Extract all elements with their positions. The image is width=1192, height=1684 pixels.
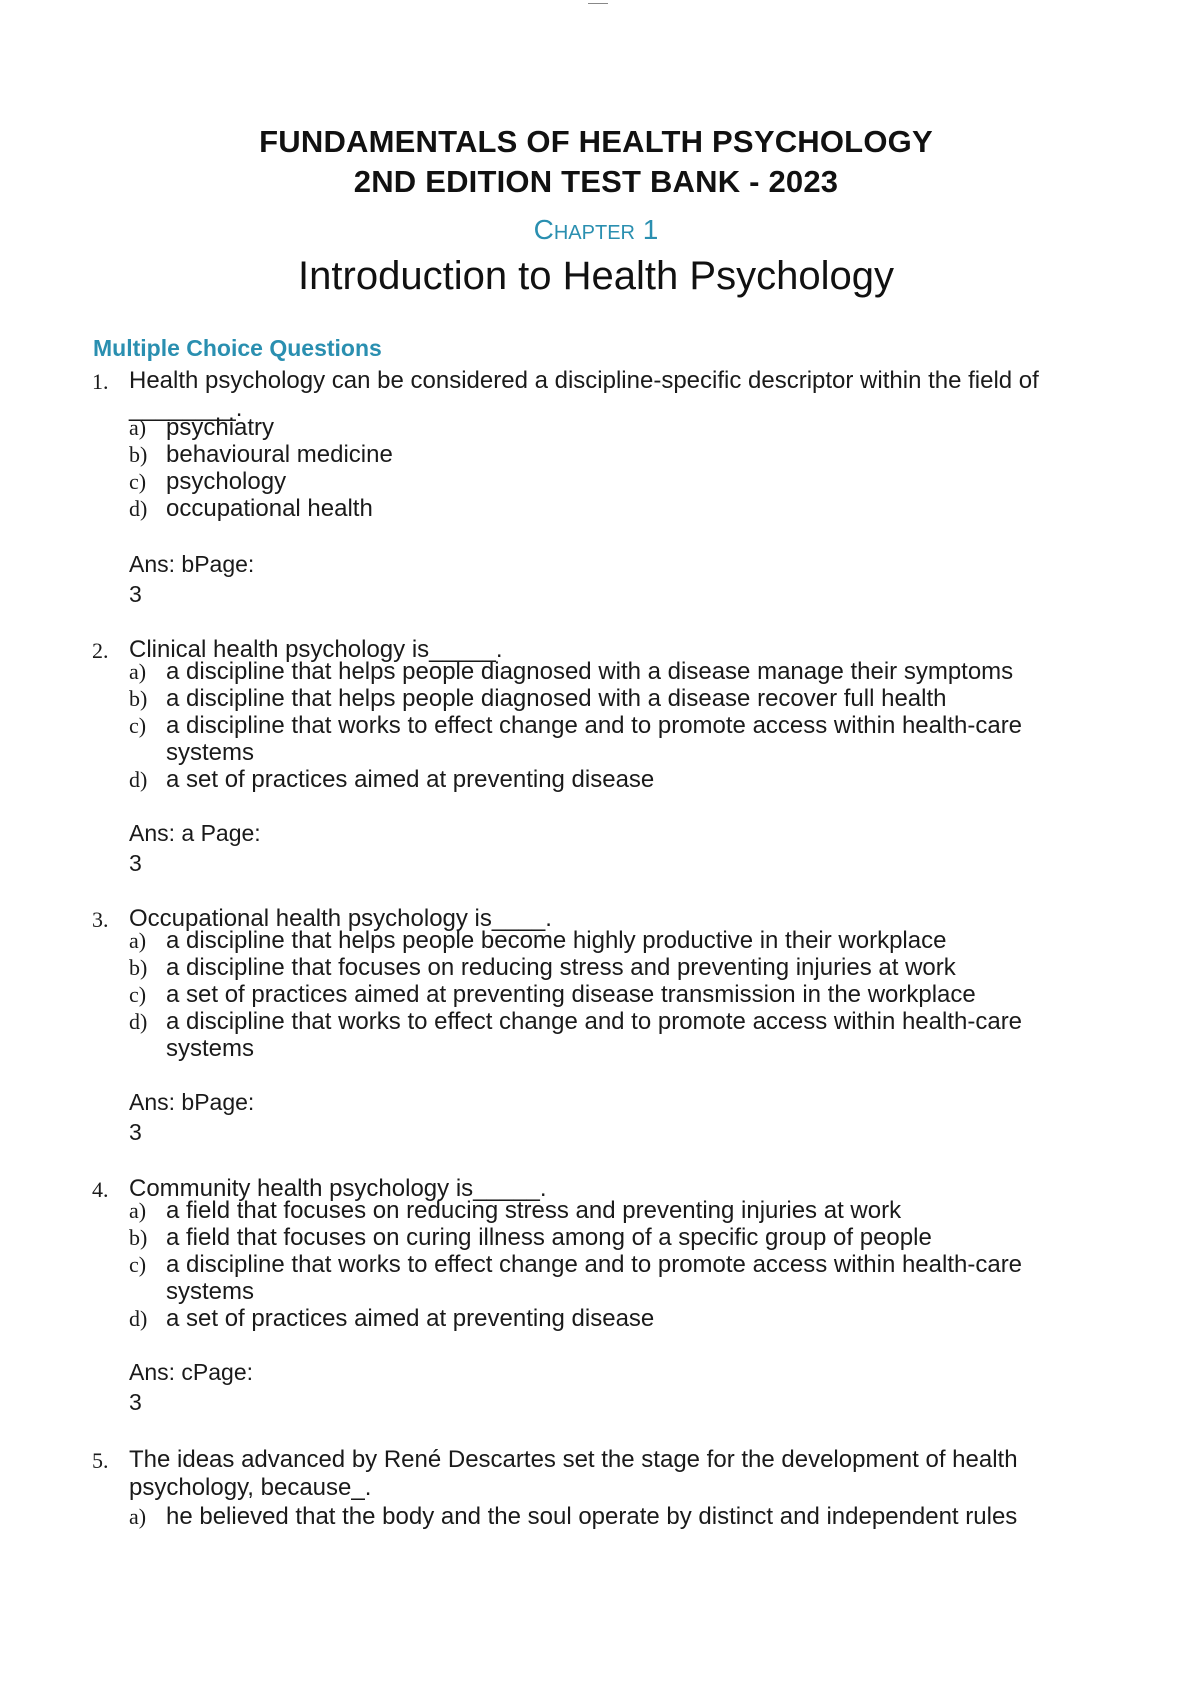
option-text: behavioural medicine: [166, 441, 393, 468]
option-b: [129, 685, 1079, 712]
question-number: 4.: [92, 1177, 109, 1202]
option-letter: a): [129, 928, 147, 953]
option-letter: d): [129, 1306, 148, 1331]
page-top-mark: [588, 0, 608, 4]
option-b: [129, 954, 1079, 981]
option-a: [129, 1503, 1079, 1530]
answer-line: Ans: cPage:: [129, 1359, 254, 1385]
question-stem: Community health psychology is_____.: [129, 1175, 547, 1202]
option-letter: b): [129, 686, 148, 711]
option-text: a discipline that focuses on reducing stress and preventing injuries at work: [166, 954, 956, 981]
option-b: [129, 441, 1079, 468]
option-letter: c): [129, 1252, 147, 1277]
option-text: a discipline that helps people diagnosed with a disease recover full health: [166, 685, 947, 712]
document-title-line-2: 2ND EDITION TEST BANK - 2023: [353, 164, 839, 199]
option-a: [129, 414, 1079, 441]
option-letter: a): [129, 659, 147, 684]
document-title-line-1: FUNDAMENTALS OF HEALTH PSYCHOLOGY: [259, 124, 933, 159]
question-number: 5.: [92, 1448, 109, 1473]
option-text: a discipline that works to effect change and to promote access within health-care systems: [166, 1008, 1023, 1062]
option-letter: b): [129, 1225, 148, 1250]
question-number: 2.: [92, 638, 109, 663]
option-list: [129, 658, 1079, 793]
option-list: [129, 1503, 1079, 1530]
option-text: a discipline that works to effect change and to promote access within health-care systems: [166, 712, 1023, 766]
option-text: a discipline that helps people become highly productive in their workplace: [166, 927, 947, 954]
option-text: a discipline that works to effect change and to promote access within health-care systems: [166, 1251, 1023, 1305]
option-letter: b): [129, 955, 148, 980]
option-letter: c): [129, 469, 147, 494]
option-text: a field that focuses on curing illness among of a specific group of people: [166, 1224, 932, 1251]
chapter-label: Chapter 1: [533, 214, 659, 245]
option-text: a set of practices aimed at preventing disease: [166, 766, 655, 793]
option-letter: a): [129, 415, 147, 440]
answer-line: Ans: bPage:: [129, 1089, 255, 1115]
option-text: a field that focuses on reducing stress and preventing injuries at work: [166, 1197, 902, 1224]
answer-line: Ans: bPage:: [129, 551, 255, 577]
section-heading: Multiple Choice Questions: [93, 335, 382, 361]
option-a: [129, 658, 1079, 685]
option-d: [129, 1305, 1079, 1332]
question-stem: The ideas advanced by René Descartes set the stage for the development of health psychology, because_.: [129, 1446, 1018, 1501]
option-b: [129, 1224, 1079, 1251]
option-c: [129, 1251, 1079, 1305]
option-c: [129, 468, 1079, 495]
option-text: psychology: [166, 468, 287, 495]
option-text: occupational health: [166, 495, 373, 522]
answer-block: [129, 1357, 253, 1417]
answer-line: Ans: a Page:: [129, 820, 261, 846]
option-letter: c): [129, 713, 147, 738]
option-text: a set of practices aimed at preventing disease transmission in the workplace: [166, 981, 976, 1008]
page-line: 3: [129, 581, 142, 607]
question-stem: Occupational health psychology is____.: [129, 905, 552, 932]
option-letter: a): [129, 1198, 147, 1223]
option-letter: a): [129, 1504, 147, 1529]
answer-block: [129, 1087, 254, 1147]
option-letter: d): [129, 767, 148, 792]
page-line: 3: [129, 1119, 142, 1145]
option-a: [129, 927, 1079, 954]
chapter-title: Introduction to Health Psychology: [298, 254, 894, 298]
option-c: [129, 712, 1079, 766]
option-letter: c): [129, 982, 147, 1007]
option-a: [129, 1197, 1079, 1224]
answer-block: [129, 818, 261, 878]
option-text: he believed that the body and the soul operate by distinct and independent rules: [166, 1503, 1018, 1530]
option-d: [129, 1008, 1079, 1062]
page-line: 3: [129, 1389, 142, 1415]
option-c: [129, 981, 1079, 1008]
option-text: a set of practices aimed at preventing disease: [166, 1305, 655, 1332]
option-d: [129, 766, 1079, 793]
question-number: 1.: [92, 369, 109, 394]
option-list: [129, 927, 1079, 1062]
option-letter: d): [129, 496, 148, 521]
option-letter: d): [129, 1009, 148, 1034]
option-letter: b): [129, 442, 148, 467]
option-list: [129, 414, 1079, 522]
option-list: [129, 1197, 1079, 1332]
option-d: [129, 495, 1079, 522]
question-stem: Clinical health psychology is_____.: [129, 636, 503, 663]
page-line: 3: [129, 850, 142, 876]
question-stem: Health psychology can be considered a discipline-specific descriptor within the field of ________.: [129, 367, 1039, 422]
option-text: psychiatry: [166, 414, 275, 441]
answer-block: [129, 549, 254, 609]
question-number: 3.: [92, 907, 109, 932]
option-text: a discipline that helps people diagnosed with a disease manage their symptoms: [166, 658, 1014, 685]
